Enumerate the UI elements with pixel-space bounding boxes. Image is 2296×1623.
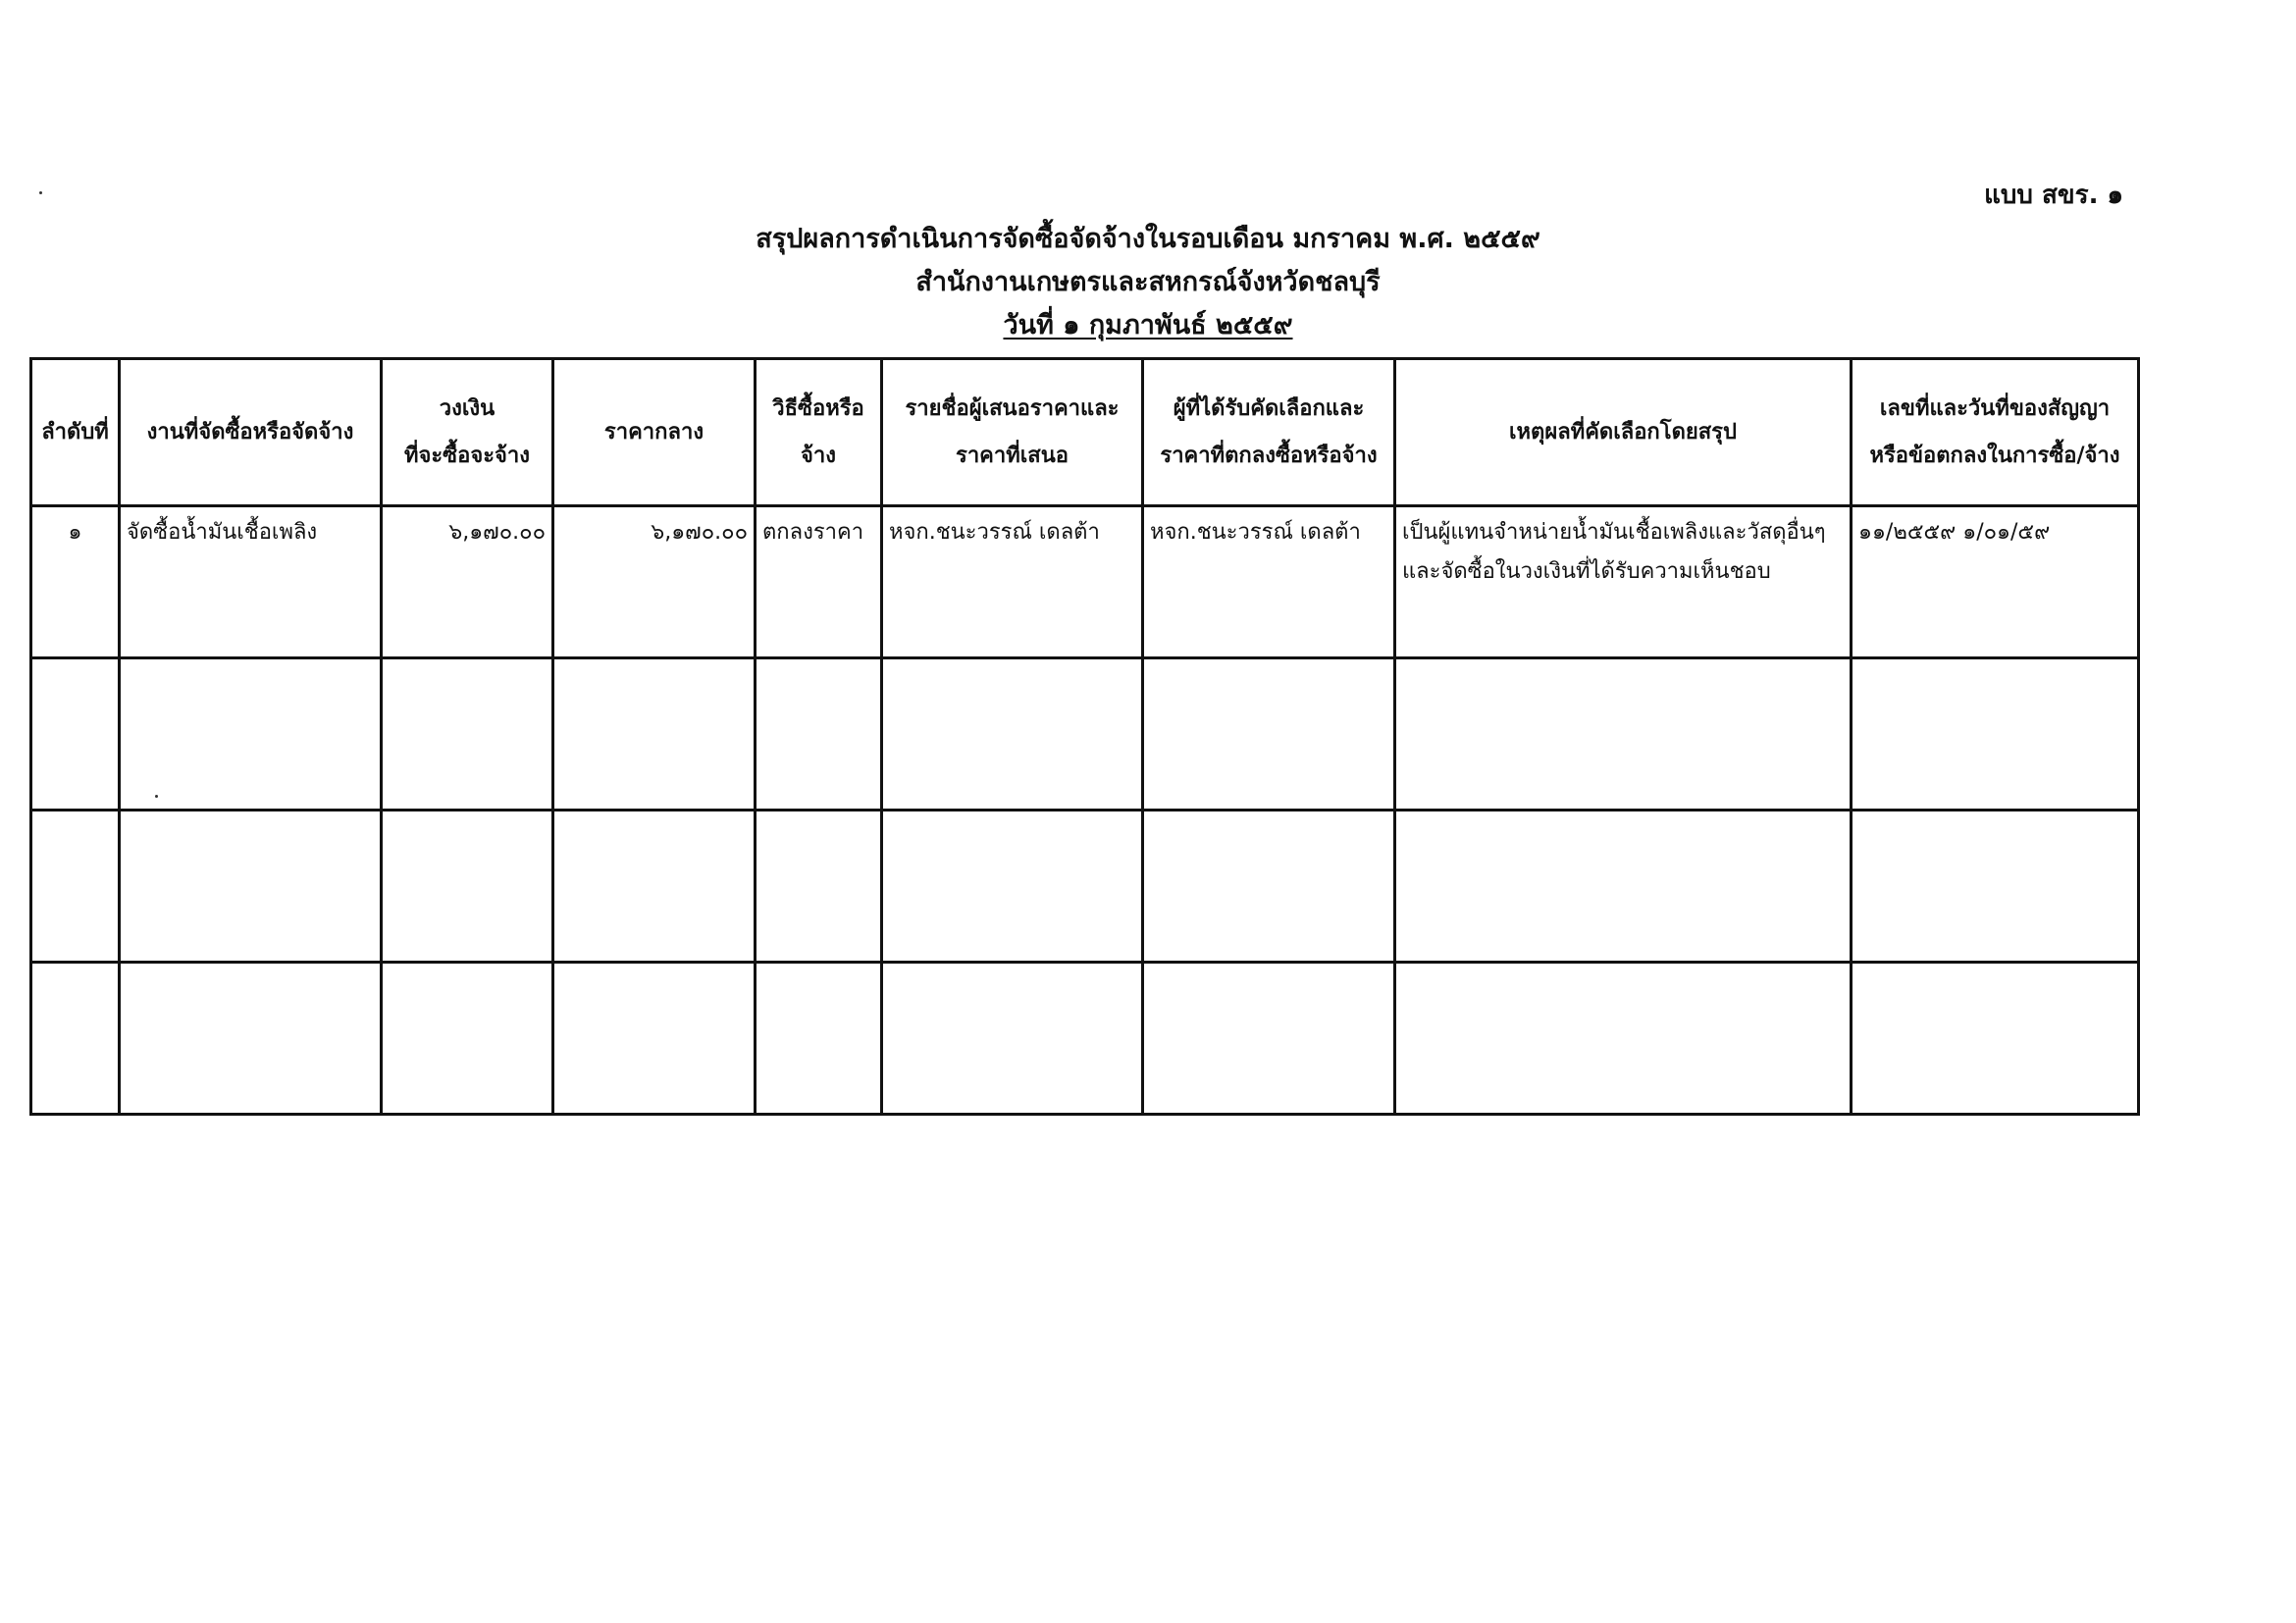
cell-selected: [1143, 811, 1395, 963]
column-header-contract: เลขที่และวันที่ของสัญญา หรือข้อตกลงในการซื้อ/จ้าง: [1852, 359, 2139, 506]
column-header-method: วิธีซื้อหรือ จ้าง: [756, 359, 882, 506]
cell-median-price: [553, 963, 756, 1115]
cell-bidders: [882, 811, 1143, 963]
cell-method: [756, 658, 882, 811]
cell-budget: [382, 658, 553, 811]
column-header-item: งานที่จัดซื้อหรือจัดจ้าง: [120, 359, 382, 506]
report-date: วันที่ ๑ กุมภาพันธ์ ๒๕๕๙: [1003, 310, 1293, 340]
cell-median-price: [553, 658, 756, 811]
cell-budget: [382, 963, 553, 1115]
cell-bidders: [882, 963, 1143, 1115]
cell-reason: [1395, 963, 1852, 1115]
cell-reason: เป็นผู้แทนจำหน่ายน้ำมันเชื้อเพลิงและวัสดุอื่นๆและจัดซื้อในวงเงินที่ได้รับความเห็นชอบ: [1395, 506, 1852, 658]
table-row: [31, 658, 2139, 811]
cell-reason: [1395, 658, 1852, 811]
table-row: [31, 506, 2139, 658]
cell-no: [31, 658, 120, 811]
cell-bidders: หจก.ชนะวรรณ์ เดลต้า: [882, 506, 1143, 658]
agency-name: สำนักงานเกษตรและสหกรณ์จังหวัดชลบุรี: [915, 267, 1381, 297]
cell-bidders: [882, 658, 1143, 811]
column-header-budget: วงเงิน ที่จะซื้อจะจ้าง: [382, 359, 553, 506]
column-header-bidders: รายชื่อผู้เสนอราคาและ ราคาที่เสนอ: [882, 359, 1143, 506]
stray-mark: [39, 191, 42, 194]
column-header-median-price: ราคากลาง: [553, 359, 756, 506]
cell-reason: [1395, 811, 1852, 963]
cell-method: [756, 963, 882, 1115]
cell-item: [120, 658, 382, 811]
cell-median-price: [553, 811, 756, 963]
cell-budget: ๖,๑๗๐.๐๐: [382, 506, 553, 658]
cell-contract: ๑๑/๒๕๕๙ ๑/๐๑/๕๙: [1852, 506, 2139, 658]
cell-median-price: ๖,๑๗๐.๐๐: [553, 506, 756, 658]
cell-contract: [1852, 811, 2139, 963]
cell-selected: [1143, 963, 1395, 1115]
table-header-row: [31, 359, 2139, 506]
cell-contract: [1852, 963, 2139, 1115]
cell-item: จัดซื้อน้ำมันเชื้อเพลิง: [120, 506, 382, 658]
cell-no: [31, 963, 120, 1115]
cell-selected: หจก.ชนะวรรณ์ เดลต้า: [1143, 506, 1395, 658]
document-title: สรุปผลการดำเนินการจัดซื้อจัดจ้างในรอบเดือน มกราคม พ.ศ. ๒๕๕๙: [756, 224, 1540, 254]
cell-no: [31, 811, 120, 963]
cell-item: [120, 963, 382, 1115]
column-header-no: ลำดับที่: [31, 359, 120, 506]
cell-budget: [382, 811, 553, 963]
cell-method: ตกลงราคา: [756, 506, 882, 658]
cell-no: ๑: [31, 506, 120, 658]
column-header-selected: ผู้ที่ได้รับคัดเลือกและ ราคาที่ตกลงซื้อหรือจ้าง: [1143, 359, 1395, 506]
table-row: [31, 811, 2139, 963]
cell-method: [756, 811, 882, 963]
procurement-table: [29, 357, 2140, 1116]
cell-selected: [1143, 658, 1395, 811]
cell-contract: [1852, 658, 2139, 811]
cell-item: [120, 811, 382, 963]
column-header-reason: เหตุผลที่คัดเลือกโดยสรุป: [1395, 359, 1852, 506]
form-code: แบบ สขร. ๑: [1984, 181, 2123, 210]
document-header: [0, 218, 2296, 347]
table-row: [31, 963, 2139, 1115]
